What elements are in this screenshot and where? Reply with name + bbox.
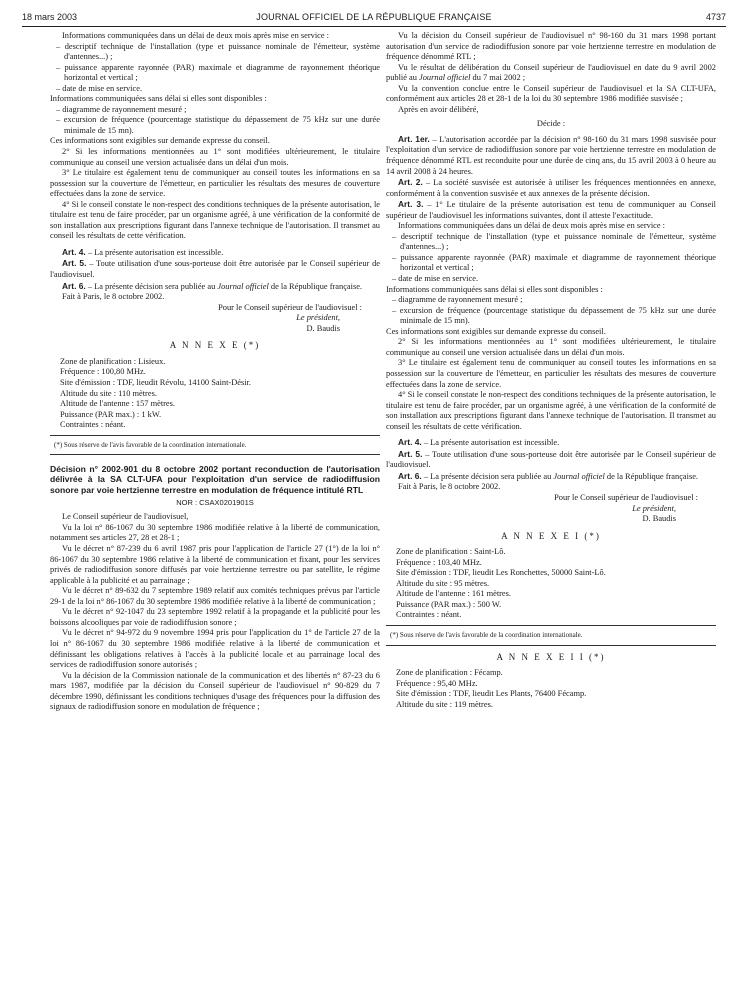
paragraph: Ces informations sont exigibles sur demande expresse du conseil. [50, 136, 270, 146]
signature-authority: Pour le Conseil supérieur de l'audiovisuel : [218, 302, 362, 312]
preamble: Le Conseil supérieur de l'audiovisuel, [62, 512, 189, 522]
section-divider [50, 454, 380, 455]
annex-row: Site d'émission : TDF, lieudit Révolu, 14100 Saint-Désir. [60, 377, 251, 387]
info-intro-2: Informations communiquées sans délai si elles sont disponibles : [50, 94, 267, 104]
list-item: – date de mise en service. [392, 274, 479, 284]
journal-title: JOURNAL OFFICIEL DE LA RÉPUBLIQUE FRANÇAISE [256, 12, 492, 22]
article-5: Art. 5. – Toute utilisation d'une sous-porteuse doit être autorisée par le Conseil supérieur de l'audiovisuel. [50, 258, 381, 280]
right-column [386, 31, 716, 710]
annex-row: Fréquence : 95,40 MHz. [396, 678, 478, 688]
vu-clause: Vu la décision du Conseil supérieur de l'audiovisuel n° 98-160 du 31 mars 1998 portant autorisation d'un service de radiodiffusion sonore par voie hertzienne terrestre en modulation de fréquence dénommé RTL ; [386, 31, 716, 62]
paragraph: 2° Si les informations mentionnées au 1° sont modifiées ultérieurement, le titulaire communique au conseil une version actualisée dans un délai d'un mois. [50, 147, 380, 167]
page-header [22, 10, 726, 26]
signature-name: D. Baudis [306, 323, 340, 333]
list-item: – diagramme de rayonnement mesuré ; [392, 295, 523, 305]
decision-title: Décision n° 2002-901 du 8 octobre 2002 portant reconduction de l'autorisation délivrée à la SA CLT-UFA pour l'exploitation d'un service de radiodiffusion sonore par voie hertzienne terrestre en modulation de fréquence intitulé RTL [50, 464, 380, 495]
annex-row: Altitude de l'antenne : 161 mètres. [396, 589, 512, 599]
paragraph: 3° Le titulaire est également tenu de communiquer au conseil toutes les informations en sa possession sur la couverture de l'émetteur, en particulier les résultats des mesures de couverture effectuées dans la zone de service. [386, 358, 716, 389]
annex-row: Site d'émission : TDF, lieudit Les Ronchettes, 50000 Saint-Lô. [396, 568, 606, 578]
header-rule [22, 26, 726, 27]
annex-row: Altitude du site : 110 mètres. [60, 388, 157, 398]
vu-clause: Vu la convention conclue entre le Conseil supérieur de l'audiovisuel et la SA CLT-UFA, conformément aux articles 28 et 28-1 de la loi du 30 septembre 1986 modifiée susvisée ; [386, 83, 716, 104]
decide-heading: Décide : [536, 119, 566, 129]
article-5: Art. 5. – Toute utilisation d'une sous-porteuse doit être autorisée par le Conseil supérieur de l'audiovisuel. [386, 448, 717, 470]
deliberation: Après en avoir délibéré, [398, 104, 479, 114]
annex-row: Altitude du site : 119 mètres. [396, 699, 493, 709]
info-intro: Informations communiquées dans un délai de deux mois après mise en service : [398, 221, 665, 231]
annex-title: A N N E X E (*) [169, 340, 261, 351]
annex-row: Puissance (PAR max.) : 500 W. [396, 599, 502, 609]
issue-date: 18 mars 2003 [22, 12, 78, 22]
paragraph: 4° Si le conseil constate le non-respect des conditions techniques de la présente autorisation, le titulaire est tenu de faire procéder, par un organisme agréé, à une vérification de la conformité de son installation aux prescriptions figurant dans l'annexe technique de l'autorisation. Il transmet au conseil les résultats de cette vérification. [50, 199, 380, 241]
annex-1-title: A N N E X E I (*) [501, 530, 601, 541]
annex-row: Fréquence : 103,40 MHz. [396, 557, 482, 567]
vu-clause: Vu le décret n° 87-239 du 6 avril 1987 pris pour l'application de l'article 27 (1°) de la loi n° 86-1067 du 30 septembre 1986 relative à la liberté de communication et fixant, pour les services privés de radiodiffusion sonore diffusés par voie hertzienne terrestre ou par satellite, le régime applicable à la publicité et au parrainage ; [50, 544, 380, 585]
list-item: – puissance apparente rayonnée (PAR) maximale et diagramme de rayonnement théorique horizontal et vertical ; [392, 252, 716, 273]
signature-name: D. Baudis [642, 514, 676, 524]
article-2: Art. 2. – La société susvisée est autorisée à utiliser les fréquences mentionnées en annexe, conformément à la convention susvisée et aux annexes de la présente décision. [386, 177, 717, 198]
vu-clause: Vu le résultat de délibération du Conseil supérieur de l'audiovisuel en date du 9 avril 2002 publié au Journal officiel du 7 mai 2002 ; [386, 62, 716, 83]
annex-row: Contraintes : néant. [60, 420, 126, 430]
page-number: 4737 [705, 12, 726, 22]
annex-row: Zone de planification : Lisieux. [60, 356, 166, 366]
note-divider [50, 435, 380, 436]
annex-row: Zone de planification : Saint-Lô. [396, 547, 506, 557]
nor-reference: NOR : CSAX0201901S [176, 497, 254, 507]
annex-footnote: (*) Sous réserve de l'avis favorable de la coordination internationale. [390, 630, 583, 639]
list-item: – descriptif technique de l'installation (type et puissance nominale de l'émetteur, système d'antennes...) ; [392, 231, 716, 252]
vu-clause: Vu le décret n° 94-972 du 9 novembre 1994 pris pour l'application du 1° de l'article 27 de la loi n° 86-1067 du 30 septembre 1986 modifiée relative à la liberté de communication et définissant les obligations relatives à l'accès à la publicité locale et au parrainage local des services de radiodiffusion sonore autorisés ; [50, 628, 380, 670]
article-3: Art. 3. – 1° Le titulaire de la présente autorisation est tenu de communiquer au Conseil supérieur de l'audiovisuel les informations suivantes, dont il atteste l'exactitude. [386, 199, 716, 220]
paragraph: 2° Si les informations mentionnées au 1° sont modifiées ultérieurement, le titulaire communique au conseil une version actualisée dans un délai d'un mois. [386, 337, 716, 357]
list-item: – date de mise en service. [56, 83, 143, 93]
list-item: – excursion de fréquence (pourcentage statistique du dépassement de 75 kHz sur une durée minimale de 15 mn). [392, 305, 716, 326]
vu-clause: Vu la décision de la Commission nationale de la communication et des libertés n° 87-23 du 6 mars 1987, modifiée par la décision du Conseil supérieur de l'audiovisuel n° 90-829 du 7 décembre 1990, définissant les conditions techniques d'usage des fréquences pour la diffusion des signaux de radiodiffusion sonore en modulation de fréquence ; [50, 670, 380, 712]
annex-row: Site d'émission : TDF, lieudit Les Plants, 76400 Fécamp. [396, 689, 587, 699]
list-item: – puissance apparente rayonnée (PAR) maximale et diagramme de rayonnement théorique horizontal et vertical ; [56, 62, 380, 83]
list-item: – excursion de fréquence (pourcentage statistique du dépassement de 75 kHz sur une durée minimale de 15 mn). [56, 115, 380, 135]
article-4: Art. 4. – La présente autorisation est incessible. [398, 437, 560, 448]
section-divider [386, 645, 716, 646]
annex-row: Zone de planification : Fécamp. [396, 668, 503, 678]
note-divider [386, 625, 716, 626]
vu-clause: Vu le décret n° 89-632 du 7 septembre 1989 relatif aux comités techniques prévus par l'article 29-1 de la loi n° 86-1067 du 30 septembre 1986 modifiée relative à la liberté de communication ; [50, 586, 380, 606]
article-6: Art. 6. – La présente décision sera publiée au Journal officiel de la République française. [398, 470, 699, 481]
left-column [50, 31, 380, 713]
paragraph: Ces informations sont exigibles sur demande expresse du conseil. [386, 326, 606, 336]
annex-row: Altitude du site : 95 mètres. [396, 578, 490, 588]
vu-clause: Vu la loi n° 86-1067 du 30 septembre 1986 modifiée relative à la liberté de communication, notamment ses articles 27, 28 et 28-1 ; [50, 522, 380, 543]
info-intro: Informations communiquées dans un délai de deux mois après mise en service : [62, 31, 329, 40]
paragraph: 3° Le titulaire est également tenu de communiquer au conseil toutes les informations en sa possession sur la couverture de l'émetteur, en particulier les résultats des mesures de couverture effectuées dans la zone de service. [50, 168, 380, 199]
signature-date: Fait à Paris, le 8 octobre 2002. [62, 292, 165, 302]
signature-date: Fait à Paris, le 8 octobre 2002. [398, 482, 501, 492]
list-item: – diagramme de rayonnement mesuré ; [56, 104, 187, 114]
info-intro-2: Informations communiquées sans délai si elles sont disponibles : [386, 284, 603, 294]
annex-row: Fréquence : 100,80 MHz. [60, 367, 146, 377]
paragraph: 4° Si le conseil constate le non-respect des conditions techniques de la présente autorisation, le titulaire est tenu de faire procéder, par un organisme agréé, à une vérification de la conformité de son installation aux prescriptions figurant dans l'annexe technique de l'autorisation. Il transmet au conseil les résultats de cette vérification. [386, 390, 716, 431]
signature-role: Le président, [296, 313, 340, 323]
annex-row: Altitude de l'antenne : 157 mètres. [60, 399, 176, 409]
article-4: Art. 4. – La présente autorisation est incessible. [62, 246, 224, 257]
annex-footnote: (*) Sous réserve de l'avis favorable de la coordination internationale. [54, 440, 247, 449]
article-6: Art. 6. – La présente décision sera publiée au Journal officiel de la République française. [62, 280, 363, 291]
signature-authority: Pour le Conseil supérieur de l'audiovisuel : [554, 492, 698, 502]
vu-clause: Vu le décret n° 92-1047 du 23 septembre 1992 relatif à la propagande et la publicité pour les boissons alcooliques par voie de radiodiffusion sonore ; [50, 607, 380, 627]
list-item: – descriptif technique de l'installation (type et puissance nominale de l'émetteur, système d'antennes...) ; [56, 41, 380, 62]
annex-row: Contraintes : néant. [396, 610, 462, 620]
signature-role: Le président, [632, 503, 676, 513]
annex-2-title: A N N E X E I I (*) [496, 651, 606, 662]
article-1: Art. 1er. – L'autorisation accordée par la décision n° 98-160 du 31 mars 1998 susvisée pour l'exploitation d'un service de radiodiffusion sonore par voie hertzienne terrestre en modulation de fréquence dénommé RTL est reconduite pour une durée de cinq ans, du 15 avril 2003 à 0 heure au 14 avril 2008 à 24 heures. [386, 133, 716, 176]
annex-row: Puissance (PAR max.) : 1 kW. [60, 409, 162, 419]
